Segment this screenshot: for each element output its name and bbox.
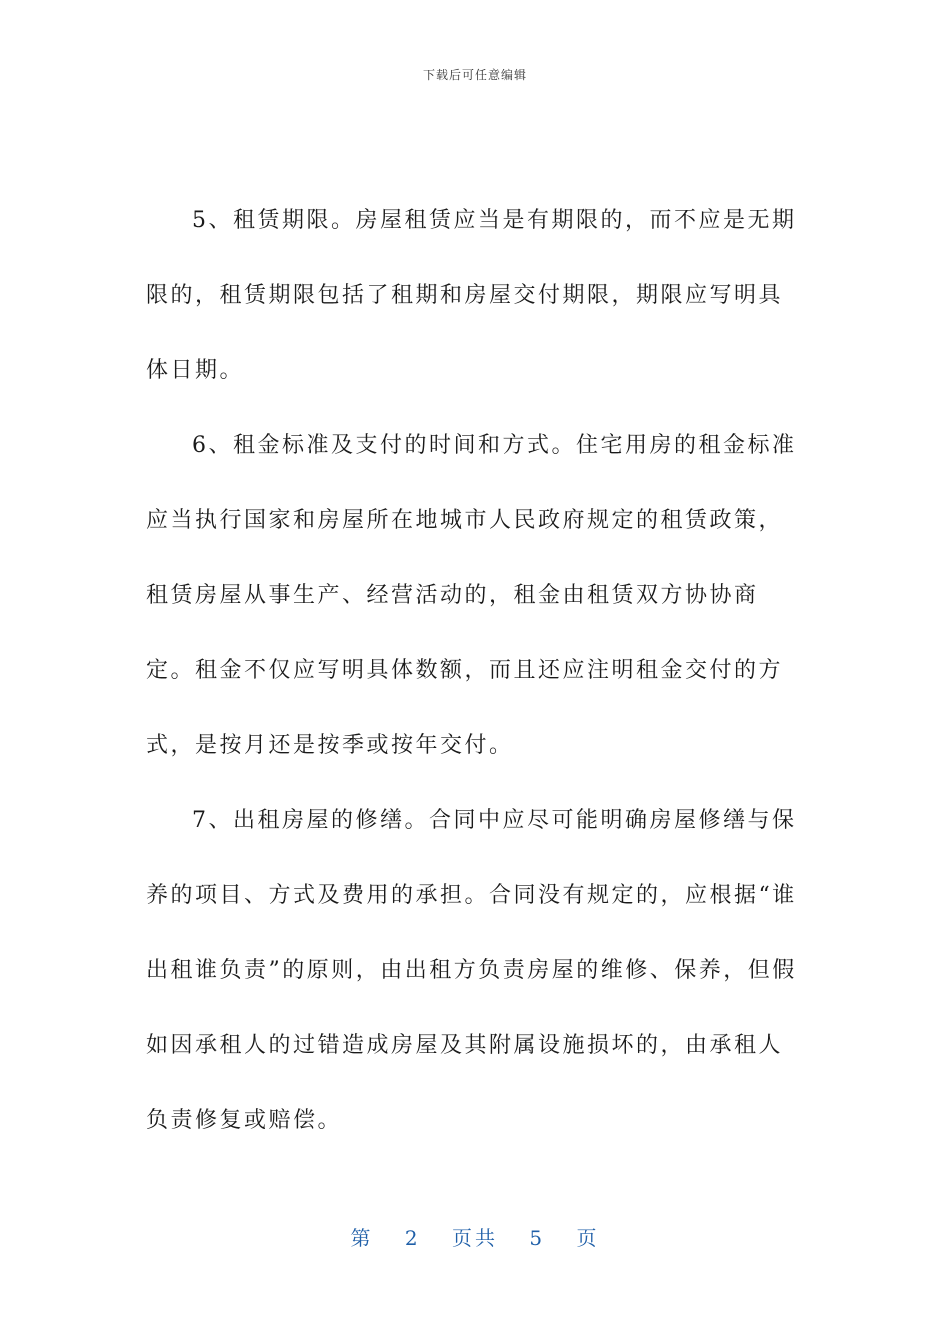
paragraph-rental-term: 5、租赁期限。房屋租赁应当是有期限的，而不应是无期限的，租赁期限包括了租期和房屋交付期限，期限应写明具体日期。: [146, 208, 797, 383]
document-body: [146, 183, 806, 1158]
footer-prefix: 第: [350, 1226, 374, 1250]
paragraph-repairs: 7、出租房屋的修缮。合同中应尽可能明确房屋修缮与保养的项目、方式及费用的承担。合同没有规定的，应根据“谁出租谁负责”的原则，由出租方负责房屋的维修、保养，但假如因承租人的过错造成房屋及其附属设施损坏的，由承租人负责修复或赔偿。: [146, 808, 797, 1133]
current-page-number: 2: [404, 1226, 421, 1250]
paragraph-rent-payment: 6、租金标准及支付的时间和方式。住宅用房的租金标准应当执行国家和房屋所在地城市人民政府规定的租赁政策，租赁房屋从事生产、经营活动的，租金由租赁双方协协商定。租金不仅应写明具体数额，而且还应注明租金交付的方式，是按月还是按季或按年交付。: [146, 433, 797, 758]
footer-middle: 页共: [452, 1226, 498, 1250]
footer-suffix: 页: [576, 1226, 600, 1250]
total-pages-number: 5: [529, 1226, 546, 1250]
page-header: 下载后可任意编辑: [422, 68, 527, 82]
page-footer: [0, 1222, 950, 1251]
